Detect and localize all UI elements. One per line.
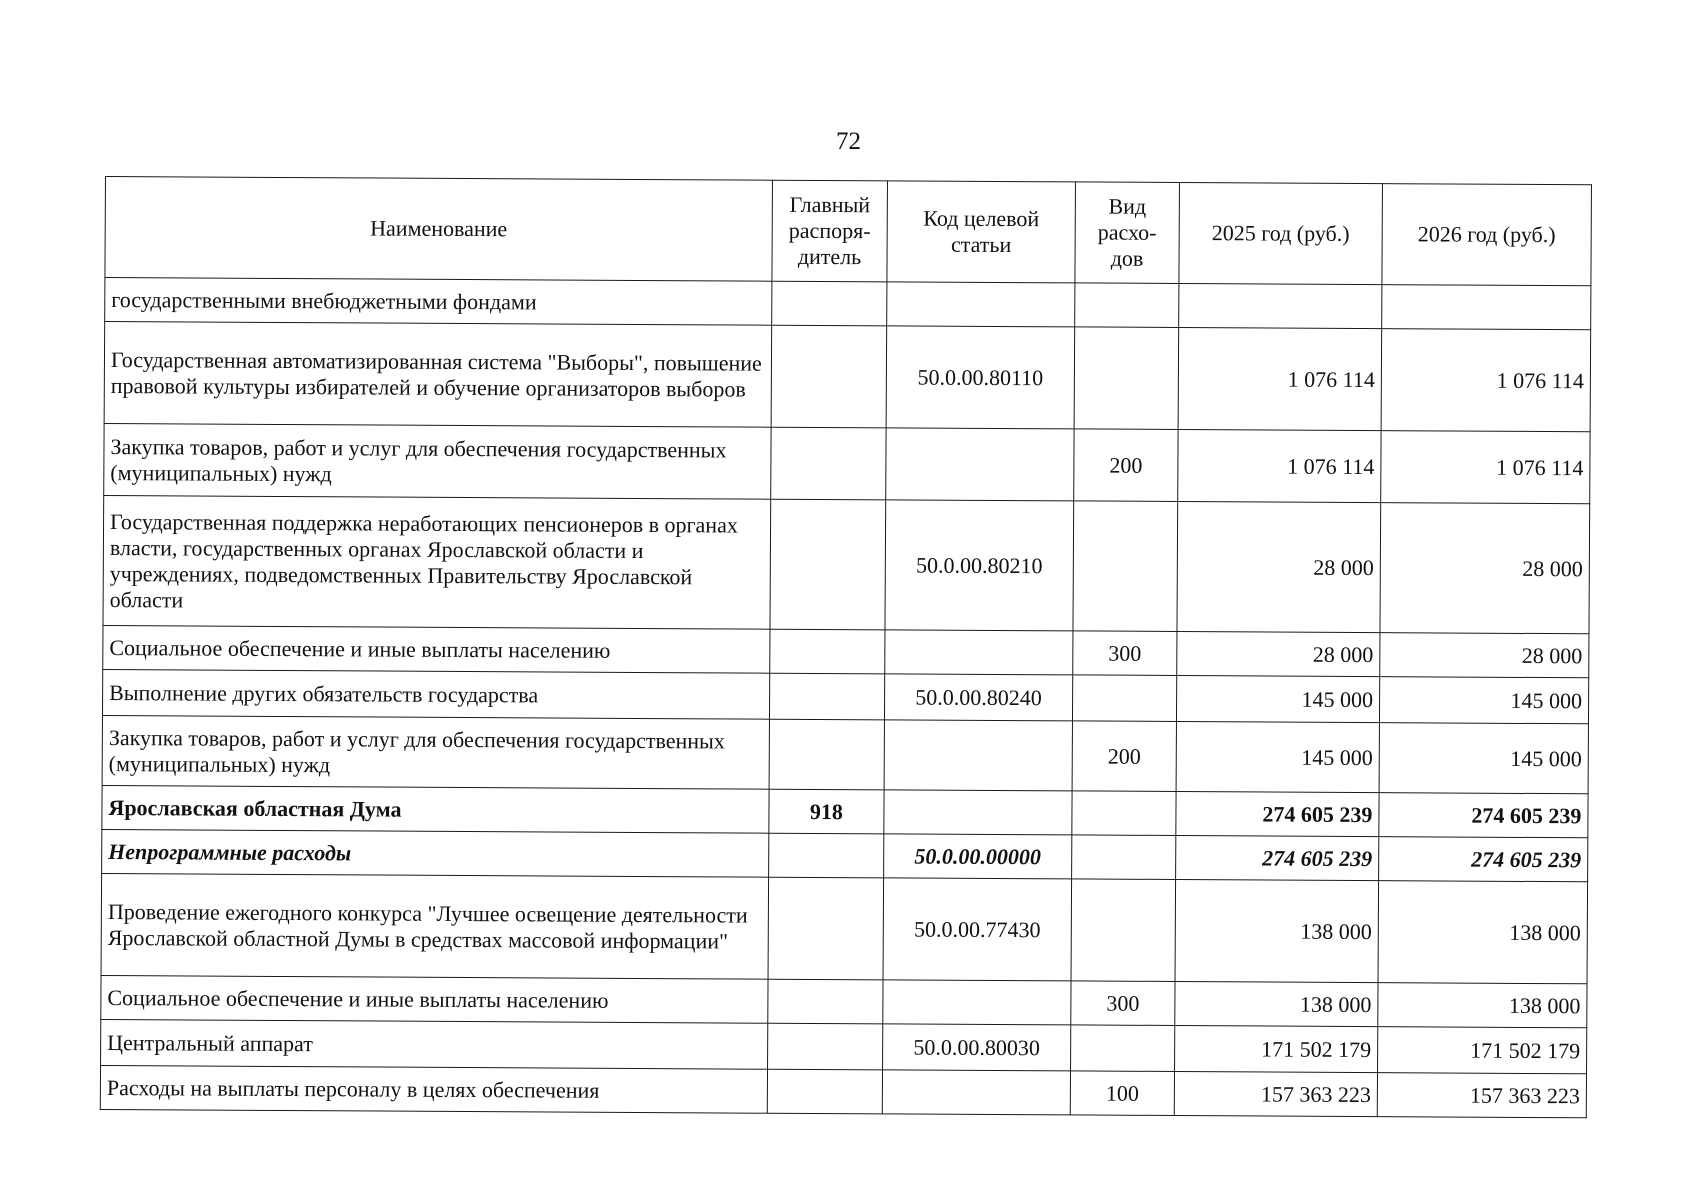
header-expense-type: Вид расхо-дов — [1075, 182, 1180, 284]
budget-table — [100, 176, 1592, 1118]
page-number: 72 — [836, 128, 861, 155]
row-name: государственными внебюджетными фондами — [105, 278, 772, 326]
row-manager — [771, 325, 887, 428]
row-type — [1074, 327, 1179, 430]
row-2025: 28 000 — [1177, 631, 1380, 676]
row-2025: 157 363 223 — [1174, 1071, 1377, 1116]
row-name: Закупка товаров, работ и услуг для обеспечения государственных (муниципальных) нужд — [104, 423, 771, 499]
row-type: 300 — [1071, 981, 1175, 1026]
table-row — [104, 423, 1590, 503]
row-2025: 1 076 114 — [1178, 327, 1382, 430]
row-2026: 145 000 — [1379, 677, 1588, 724]
table-row — [102, 669, 1588, 723]
row-name: Социальное обеспечение и иные выплаты населению — [101, 975, 768, 1023]
row-2026: 274 605 239 — [1379, 793, 1588, 838]
row-2025: 138 000 — [1175, 879, 1379, 982]
row-2026: 28 000 — [1380, 633, 1589, 678]
row-type: 200 — [1072, 721, 1176, 792]
row-manager — [768, 877, 884, 980]
row-2026: 28 000 — [1380, 503, 1590, 634]
row-name: Непрограммные расходы — [102, 829, 769, 877]
row-2025: 274 605 239 — [1176, 835, 1379, 880]
row-name: Социальное обеспечение и иные выплаты населению — [103, 625, 770, 673]
row-2025: 274 605 239 — [1176, 791, 1379, 836]
row-code: 50.0.00.80240 — [884, 674, 1072, 721]
row-2025: 1 076 114 — [1178, 429, 1381, 502]
row-type — [1073, 501, 1178, 632]
header-name: Наименование — [105, 177, 773, 282]
row-type: 100 — [1070, 1071, 1174, 1116]
row-2026: 157 363 223 — [1377, 1073, 1586, 1118]
row-name: Государственная поддержка неработающих пенсионеров в органах власти, государственных органах Ярославской области и учреждениях, подведомственных Правительству Ярославской области — [103, 495, 771, 629]
row-manager: 918 — [769, 789, 884, 834]
row-code: 50.0.00.80210 — [885, 500, 1074, 631]
row-name: Выполнение других обязательств государства — [102, 669, 769, 719]
row-2025: 138 000 — [1175, 981, 1378, 1026]
row-manager — [769, 719, 884, 790]
row-manager — [768, 1023, 883, 1070]
row-type: 300 — [1073, 631, 1177, 676]
row-code: 50.0.00.00000 — [884, 834, 1072, 879]
row-name: Расходы на выплаты персоналу в целях обеспечения — [100, 1065, 767, 1113]
row-manager — [769, 673, 884, 720]
row-type — [1071, 1025, 1175, 1072]
row-manager — [767, 1069, 882, 1114]
row-2025: 28 000 — [1177, 501, 1381, 632]
row-code — [882, 1070, 1070, 1115]
row-manager — [770, 499, 886, 630]
row-2025 — [1179, 283, 1382, 328]
row-type — [1075, 283, 1179, 328]
table-row — [102, 715, 1588, 793]
row-code — [884, 790, 1072, 835]
row-type — [1071, 879, 1176, 982]
row-code: 50.0.00.80030 — [883, 1024, 1071, 1071]
row-2025: 145 000 — [1176, 721, 1379, 792]
table-row — [101, 873, 1588, 983]
row-code — [886, 428, 1074, 501]
row-2026: 1 076 114 — [1381, 431, 1590, 504]
row-name: Центральный аппарат — [101, 1019, 768, 1069]
row-manager — [769, 833, 884, 878]
row-manager — [771, 427, 886, 500]
row-2026: 274 605 239 — [1379, 837, 1588, 882]
table-row — [103, 495, 1590, 633]
table-row — [104, 322, 1591, 432]
header-2026: 2026 год (руб.) — [1382, 184, 1592, 286]
row-type — [1072, 675, 1176, 722]
row-manager — [768, 979, 883, 1024]
row-2026: 171 502 179 — [1378, 1027, 1587, 1074]
row-name: Закупка товаров, работ и услуг для обеспечения государственных (муниципальных) нужд — [102, 715, 769, 789]
row-code — [884, 720, 1072, 791]
row-code — [883, 980, 1071, 1025]
header-manager: Главный распоря-дитель — [772, 180, 888, 282]
row-name: Проведение ежегодного конкурса "Лучшее освещение деятельности Ярославской областной Думы в средствах массовой информации" — [101, 873, 769, 979]
row-manager — [772, 281, 887, 326]
row-type — [1072, 791, 1176, 836]
row-name: Государственная автоматизированная система "Выборы", повышение правовой культуры избирателей и обучение организаторов выборов — [104, 322, 772, 428]
row-name: Ярославская областная Дума — [102, 785, 769, 833]
header-2025: 2025 год (руб.) — [1179, 183, 1383, 285]
row-code — [885, 630, 1073, 675]
table-row — [101, 1019, 1587, 1073]
row-2025: 171 502 179 — [1175, 1025, 1378, 1072]
header-target-code: Код целевой статьи — [887, 181, 1076, 283]
row-code — [887, 282, 1075, 327]
row-2026: 145 000 — [1379, 723, 1588, 794]
row-manager — [770, 629, 885, 674]
row-type — [1072, 835, 1176, 880]
row-2026: 1 076 114 — [1381, 329, 1591, 432]
row-code: 50.0.00.77430 — [883, 878, 1072, 981]
table-header-row — [105, 177, 1592, 286]
row-2025: 145 000 — [1176, 675, 1379, 722]
row-2026 — [1382, 285, 1591, 330]
row-2026: 138 000 — [1378, 881, 1588, 984]
row-type: 200 — [1074, 429, 1178, 502]
row-2026: 138 000 — [1378, 983, 1587, 1028]
table-row — [100, 1065, 1586, 1117]
row-code: 50.0.00.80110 — [886, 326, 1075, 429]
